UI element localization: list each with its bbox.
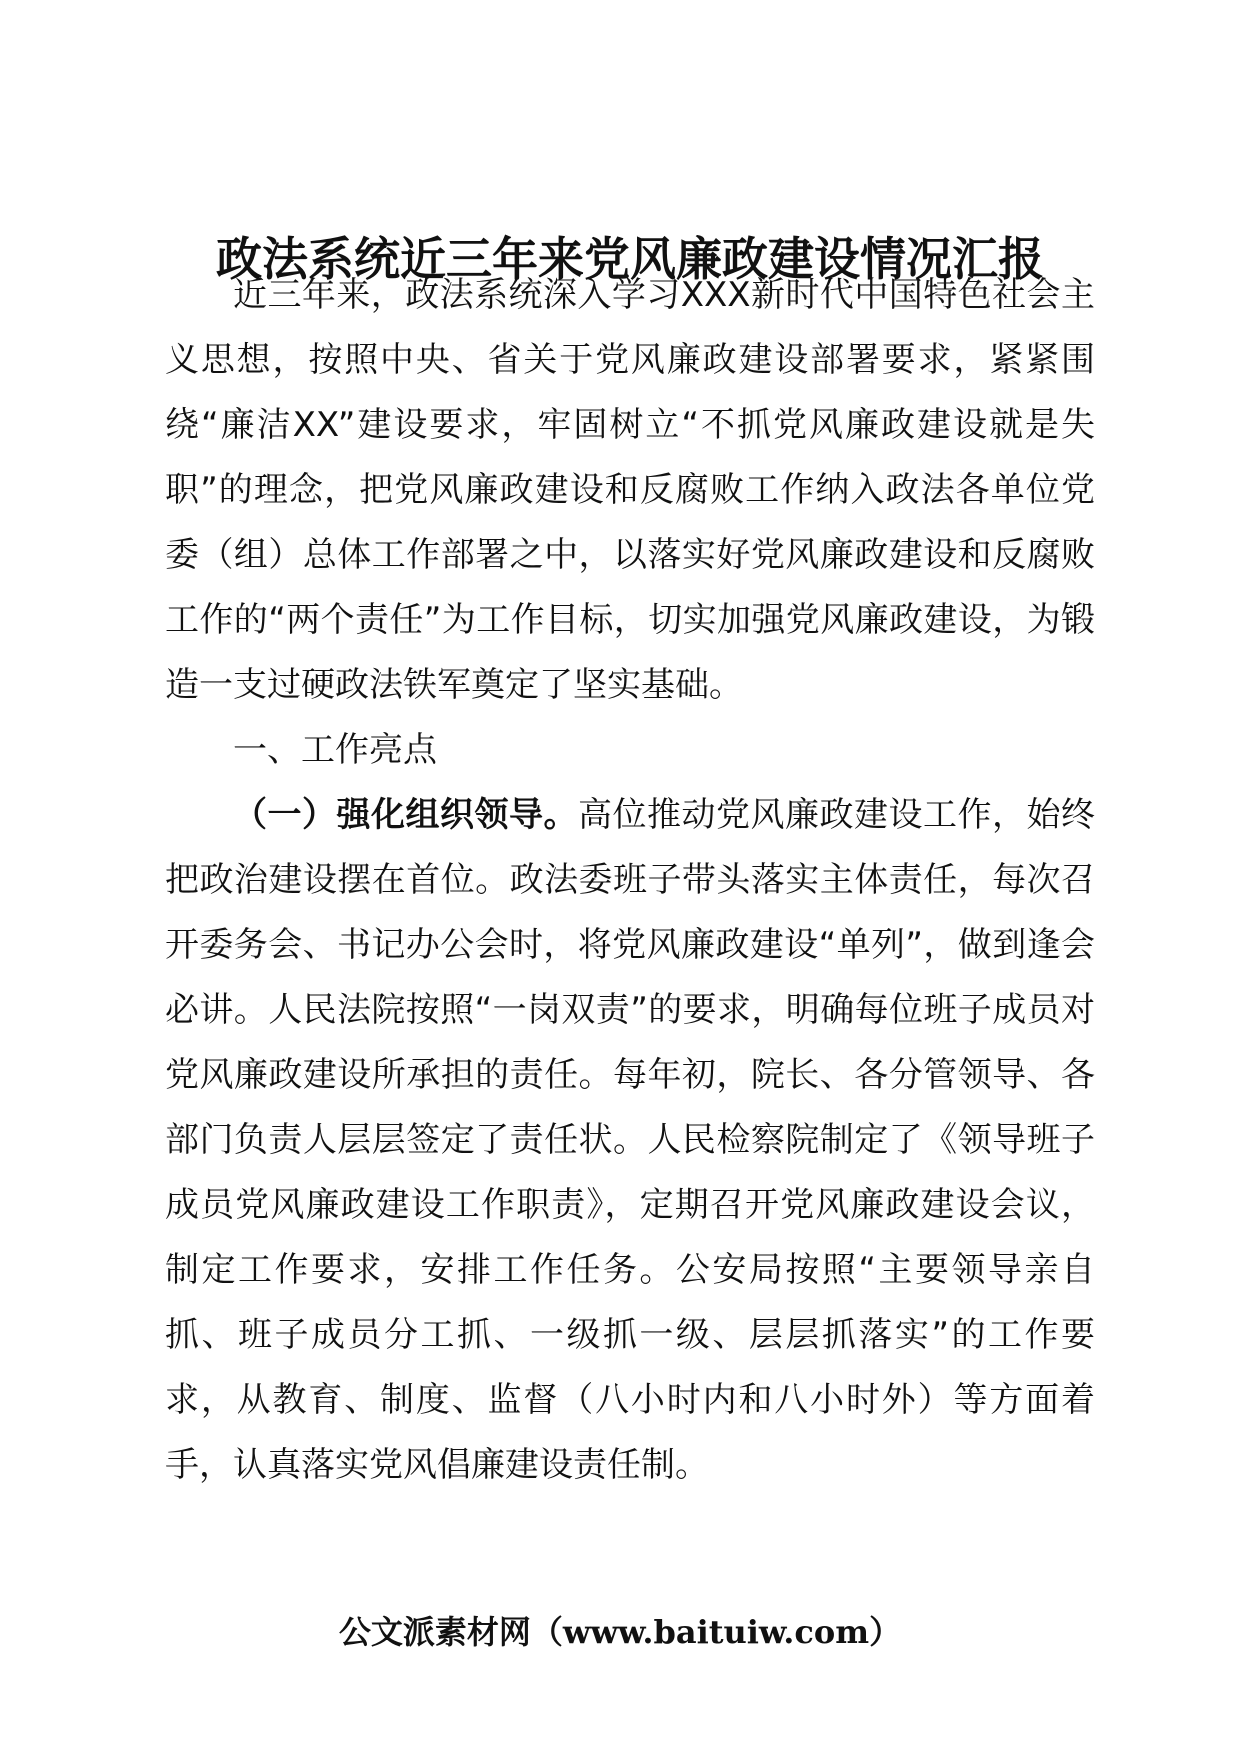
subsection-text: 高位推动党风廉政建设工作，始终把政治建设摆在首位。政法委班子带头落实主体责任，每次召开委务会、书记办公会时，将党风廉政建设“单列”，做到逢会必讲。人民法院按照“一岗双责”的要求，明确每位班子成员对党风廉政建设所承担的责任。每年初，院长、各分管领导、各部门负责人层层签定了责任状。人民检察院制定了《领导班子成员党风廉政建设工作职责》，定期召开党风廉政建设会议，制定工作要求，安排工作任务。公安局按照“主要领导亲自抓、班子成员分工抓、一级抓一级、层层抓落实”的工作要求，从教育、制度、监督（八小时内和八小时外）等方面着手，认真落实党风倡廉建设责任制。 <box>165 795 1095 1485</box>
subsection-lead: （一）强化组织领导。 <box>233 795 578 835</box>
document-body <box>165 263 1095 1498</box>
section-heading: 一、工作亮点 <box>233 730 437 770</box>
footer-source: 公文派素材网（www.baituiw.com） <box>338 1613 902 1651</box>
intro-paragraph: 近三年来，政法系统深入学习XXX新时代中国特色社会主义思想，按照中央、省关于党风廉政建设部署要求，紧紧围绕“廉洁XX”建设要求，牢固树立“不抓党风廉政建设就是失职”的理念，把党风廉政建设和反腐败工作纳入政法各单位党委（组）总体工作部署之中，以落实好党风廉政建设和反腐败工作的“两个责任”为工作目标，切实加强党风廉政建设，为锻造一支过硬政法铁军奠定了坚实基础。 <box>165 275 1095 705</box>
subsection-paragraph <box>165 783 1095 1498</box>
document-title: 政法系统近三年来党风廉政建设情况汇报 <box>216 231 1044 286</box>
